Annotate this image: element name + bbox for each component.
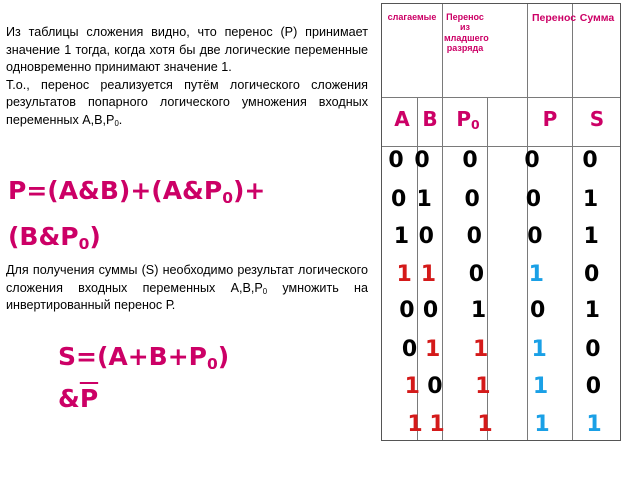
- cell-row1-a: 0: [388, 148, 404, 173]
- cell-row1-b: 0: [414, 148, 430, 173]
- cell-row2-a: 0: [391, 187, 407, 212]
- cell-row8-p: 1: [534, 412, 550, 437]
- cell-row4-p0: 0: [468, 262, 485, 287]
- cell-row2-p0: 0: [464, 187, 480, 212]
- cell-row6-b: 1: [425, 337, 441, 362]
- cell-row1-p0: 0: [462, 148, 478, 173]
- carry-formula-line1: $P=(A\&B)+(A\&P_0)+$: [8, 176, 266, 207]
- cell-row5-a: 0: [399, 298, 415, 323]
- cell-row7-p: 1: [532, 374, 549, 399]
- explanation-paragraph-sum: [6, 262, 368, 315]
- cell-row4-s: 0: [584, 262, 600, 287]
- cell-row1-p: 0: [524, 148, 540, 173]
- cell-row6-a: 0: [401, 337, 418, 362]
- carry-method-period: .: [118, 112, 123, 127]
- cell-row8-p0: 1: [477, 412, 493, 437]
- cell-row4-b: 1: [420, 262, 437, 287]
- cell-row5-s: 1: [584, 298, 600, 323]
- header-sum: Сумма: [579, 12, 615, 24]
- cell-row6-p0: 1: [473, 337, 489, 362]
- header-var-s: S: [589, 107, 605, 131]
- header-var-a: A: [394, 107, 410, 131]
- cell-row8-s: 1: [586, 412, 602, 437]
- sum-formula-line1: $S=(A+B+P_0)$: [58, 342, 230, 373]
- cell-row2-p: 0: [525, 187, 542, 212]
- header-addends: слагаемые: [387, 12, 437, 22]
- cell-row7-a: 1: [404, 374, 420, 399]
- cell-row3-p: 0: [527, 224, 543, 249]
- header-carry-out: Перенос: [532, 12, 577, 24]
- cell-row2-b: 1: [416, 187, 432, 212]
- cell-row7-s: 0: [585, 374, 602, 399]
- cell-row3-p0: 0: [466, 224, 482, 249]
- cell-row1-s: 0: [582, 148, 598, 173]
- sum-rule-end: умножить на инвертированный перенос Р.: [6, 280, 368, 312]
- inverted-carry: $\overline{P}$: [79, 384, 99, 413]
- binary-addition-truth-table: [381, 3, 621, 441]
- cell-row3-a: 1: [393, 224, 410, 249]
- sum-rule-text: Для получения суммы (S) необходимо результат логического сложения входных переменных А,В,Р: [6, 263, 368, 295]
- cell-row4-a: 1: [396, 262, 412, 287]
- cell-row6-s: 0: [585, 337, 601, 362]
- cell-row8-b: 1: [429, 412, 445, 437]
- carry-method-text: Т.о., перенос реализуется путём логического сложения результатов попарного логического умножения входных переменных А,В,Р: [6, 77, 368, 127]
- cell-row5-b: 0: [422, 298, 439, 323]
- cell-row8-a: 1: [407, 412, 423, 437]
- header-var-p0: $P_0$: [456, 107, 480, 133]
- explanation-paragraph-carry: [6, 24, 368, 129]
- header-var-b: B: [422, 107, 438, 131]
- cell-row3-b: 0: [418, 224, 434, 249]
- carry-rule-text: Из таблицы сложения видно, что перенос (Р) принимает значение 1 тогда, когда хотя бы две логические переменные одновременно принимают значение 1.: [6, 25, 368, 74]
- header-carry-in: Перенос из младшего разряда: [444, 12, 489, 54]
- carry-method-subscript: 0: [114, 118, 119, 128]
- sum-rule-subscript: 0: [262, 286, 268, 296]
- cell-row4-p: 1: [528, 262, 544, 287]
- cell-row5-p0: 1: [470, 298, 487, 323]
- cell-row7-b: 0: [427, 374, 443, 399]
- carry-formula-line2: $(B\&P_0)$: [8, 222, 101, 253]
- cell-row3-s: 1: [583, 224, 599, 249]
- sum-formula-line2: $\&\overline{P}$: [58, 384, 99, 413]
- header-var-p: P: [542, 107, 558, 131]
- cell-row2-s: 1: [582, 187, 599, 212]
- cell-row6-p: 1: [531, 337, 547, 362]
- cell-row5-p: 0: [530, 298, 546, 323]
- cell-row7-p0: 1: [475, 374, 491, 399]
